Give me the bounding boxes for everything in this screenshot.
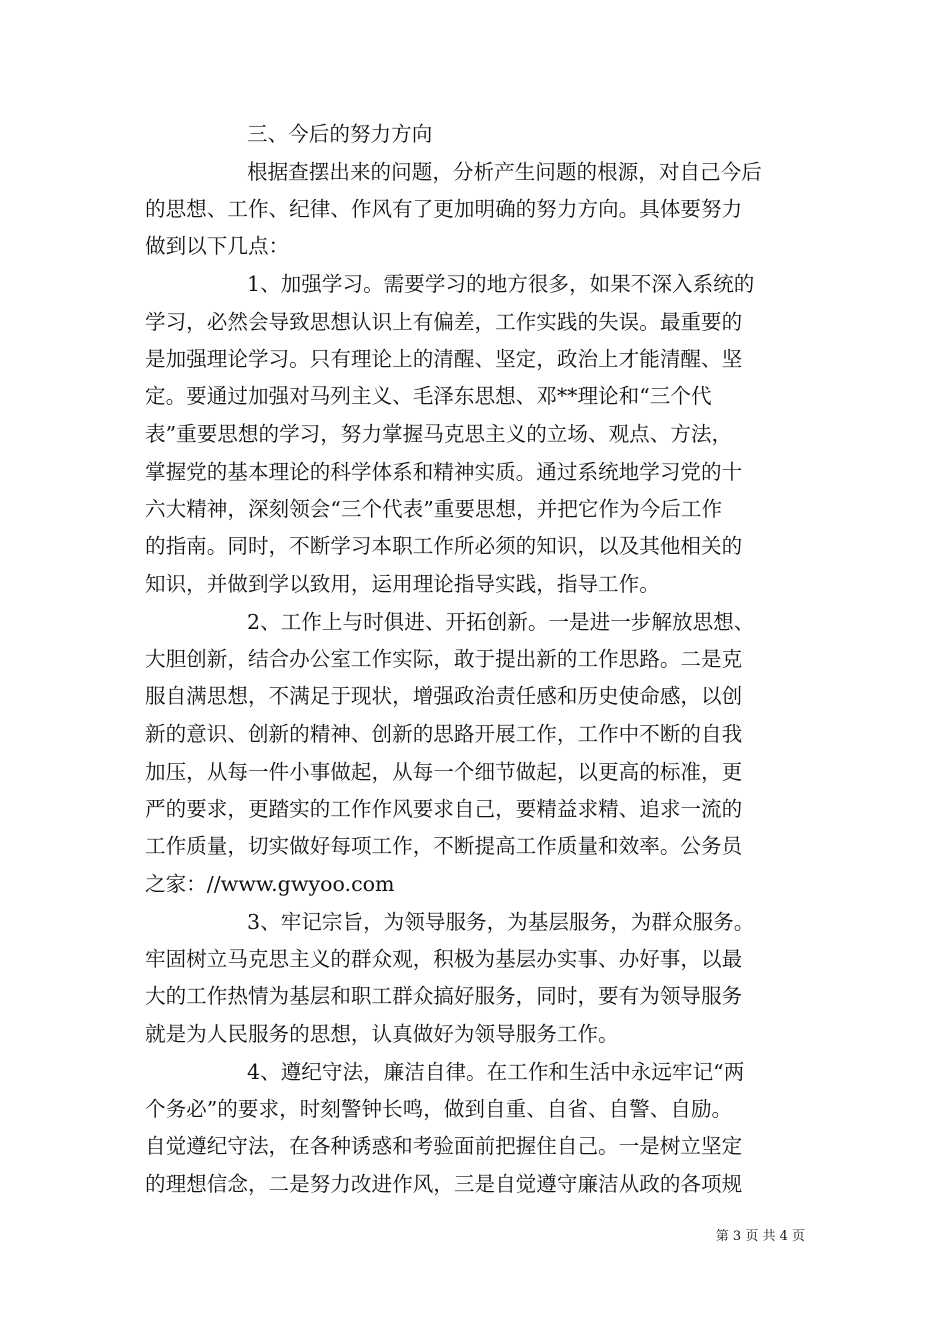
- text-line: 之家：//www.gwyoo.com: [145, 872, 395, 896]
- page-number-footer: 第 3 页 共 4 页: [715, 1229, 805, 1244]
- text-line: 3、牢记宗旨，为领导服务，为基层服务，为群众服务。: [247, 910, 755, 934]
- section-heading: 三、今后的努力方向: [247, 122, 433, 146]
- text-line: 知识，并做到学以致用，运用理论指导实践，指导工作。: [145, 572, 660, 596]
- text-line: 1、加强学习。需要学习的地方很多，如果不深入系统的: [247, 272, 755, 296]
- text-line: 大胆创新，结合办公室工作实际，敢于提出新的工作思路。二是克: [145, 647, 743, 671]
- text-line: 表”重要思想的学习，努力掌握马克思主义的立场、观点、方法，: [145, 422, 733, 446]
- text-line: 大的工作热情为基层和职工群众搞好服务，同时，要有为领导服务: [145, 984, 743, 1008]
- text-line: 定。要通过加强对马列主义、毛泽东思想、邓**理论和“三个代: [145, 384, 712, 408]
- text-line: 牢固树立马克思主义的群众观，积极为基层办实事、办好事，以最: [145, 947, 743, 971]
- text-line: 的指南。同时，不断学习本职工作所必须的知识，以及其他相关的: [145, 534, 743, 558]
- text-line: 是加强理论学习。只有理论上的清醒、坚定，政治上才能清醒、坚: [145, 347, 743, 371]
- text-line: 个务必”的要求，时刻警钟长鸣，做到自重、自省、自警、自励。: [145, 1097, 733, 1121]
- text-line: 根据查摆出来的问题，分析产生问题的根源，对自己今后: [247, 160, 762, 184]
- text-line: 新的意识、创新的精神、创新的思路开展工作，工作中不断的自我: [145, 722, 743, 746]
- text-line: 严的要求，更踏实的工作作风要求自己，要精益求精、追求一流的: [145, 797, 743, 821]
- text-line: 服自满思想，不满足于现状，增强政治责任感和历史使命感，以创: [145, 684, 743, 708]
- text-line: 学习，必然会导致思想认识上有偏差，工作实践的失误。最重要的: [145, 310, 743, 334]
- text-line: 2、工作上与时俱进、开拓创新。一是进一步解放思想、: [247, 610, 755, 634]
- text-line: 4、遵纪守法，廉洁自律。在工作和生活中永远牢记“两: [247, 1060, 745, 1084]
- text-line: 就是为人民服务的思想，认真做好为领导服务工作。: [145, 1022, 619, 1046]
- text-line: 的理想信念，二是努力改进作风，三是自觉遵守廉洁从政的各项规: [145, 1172, 743, 1196]
- text-line: 掌握党的基本理论的科学体系和精神实质。通过系统地学习党的十: [145, 460, 743, 484]
- text-line: 自觉遵纪守法，在各种诱惑和考验面前把握住自己。一是树立坚定: [145, 1134, 743, 1158]
- text-line: 的思想、工作、纪律、作风有了更加明确的努力方向。具体要努力: [145, 197, 743, 221]
- text-line: 做到以下几点：: [145, 234, 290, 258]
- text-line: 六大精神，深刻领会“三个代表”重要思想，并把它作为今后工作: [145, 497, 723, 521]
- text-line: 加压，从每一件小事做起，从每一个细节做起，以更高的标准，更: [145, 760, 743, 784]
- text-line: 工作质量，切实做好每项工作，不断提高工作质量和效率。公务员: [145, 834, 743, 858]
